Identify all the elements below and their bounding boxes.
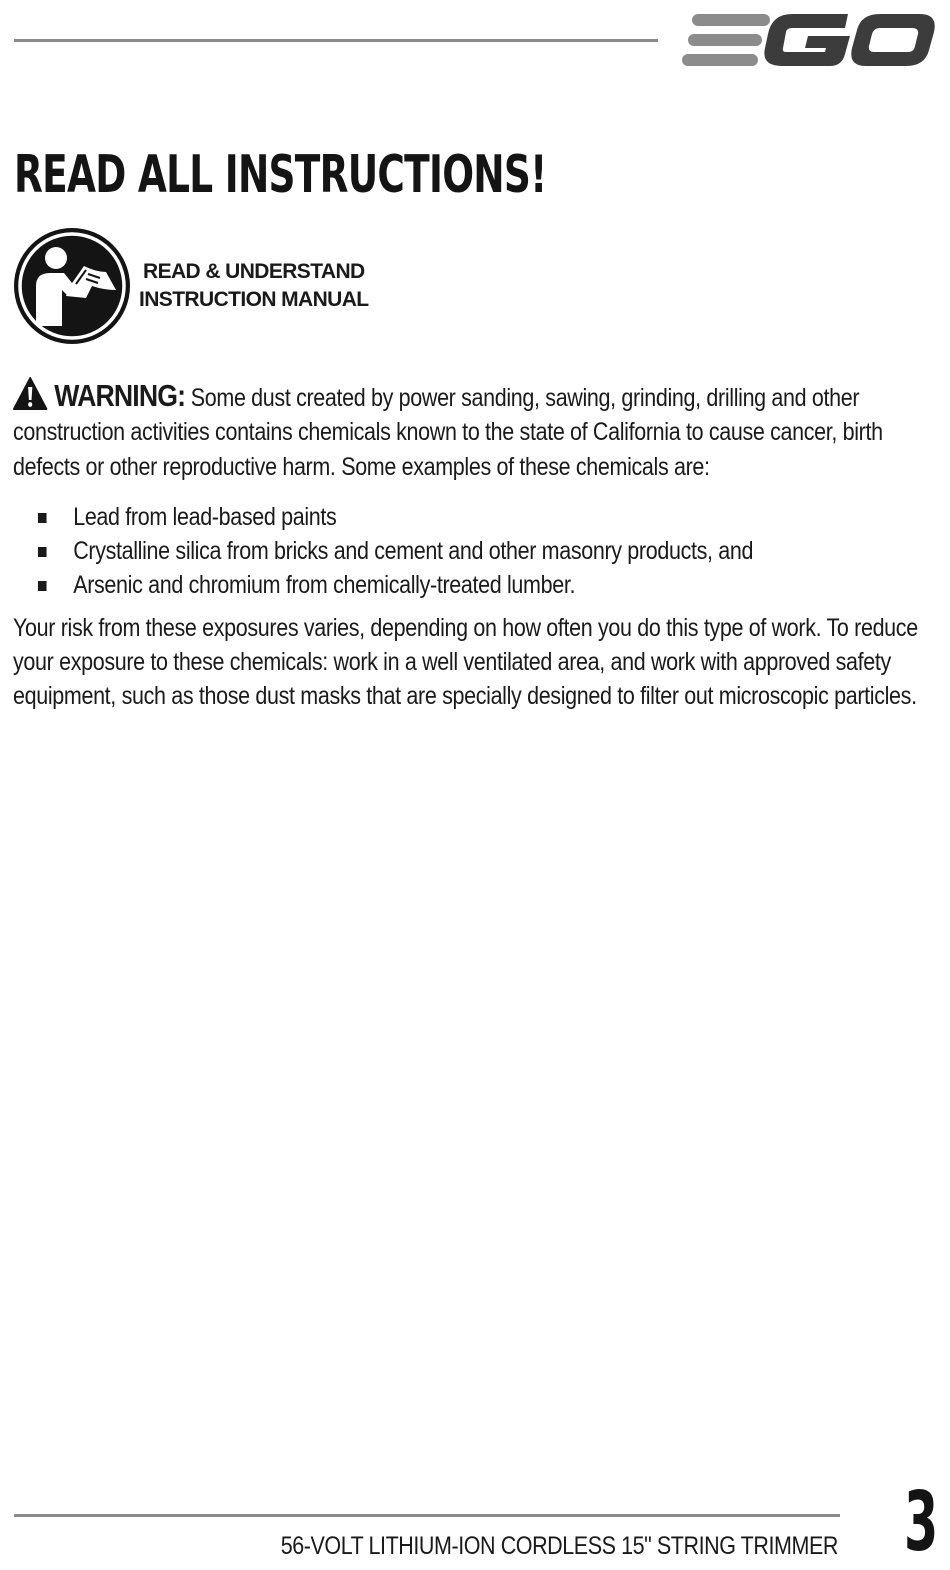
list-item-text: Crystalline silica from bricks and cement and other masonry products, and (73, 537, 754, 566)
bullet-square-icon (38, 513, 47, 523)
ego-logo (680, 10, 938, 70)
warning-triangle-icon (13, 376, 47, 410)
footer-product-title: 56-VOLT LITHIUM-ION CORDLESS 15" STRING TRIMMER (280, 1532, 838, 1560)
bullet-square-icon (38, 547, 47, 557)
chemical-examples-list (13, 500, 933, 603)
warning-paragraph (13, 376, 933, 484)
list-item-text: Arsenic and chromium from chemically-treated lumber. (73, 571, 576, 600)
header-rule (14, 39, 658, 42)
footer-rule (14, 1514, 840, 1517)
manual-notice-line1: READ & UNDERSTAND (143, 260, 365, 283)
manual-notice-line2: INSTRUCTION MANUAL (139, 288, 369, 311)
list-item (13, 568, 933, 602)
warning-label: WARNING: (54, 378, 186, 413)
warning-text: Some dust created by power sanding, sawing, grinding, drilling and other construction activities contains chemicals known to the state of California to cause cancer, birth defects or other reproductive harm. Some examples of these chemicals are: (13, 384, 883, 481)
page-title: READ ALL INSTRUCTIONS! (14, 145, 547, 205)
list-item (13, 534, 933, 568)
page-number: 3 (904, 1475, 939, 1570)
read-manual-icon (12, 226, 132, 346)
bullet-square-icon (38, 581, 47, 591)
closing-paragraph: Your risk from these exposures varies, depending on how often you do this type of work. To reduce your exposure to these chemicals: work in a well ventilated area, and work with approved safety equipment, such as those dust masks that are specially designed to filter out microscopic particles. (13, 613, 918, 711)
list-item-text: Lead from lead-based paints (73, 502, 337, 531)
list-item (13, 500, 933, 534)
manual-notice-label (139, 258, 369, 314)
warning-content (13, 376, 933, 714)
